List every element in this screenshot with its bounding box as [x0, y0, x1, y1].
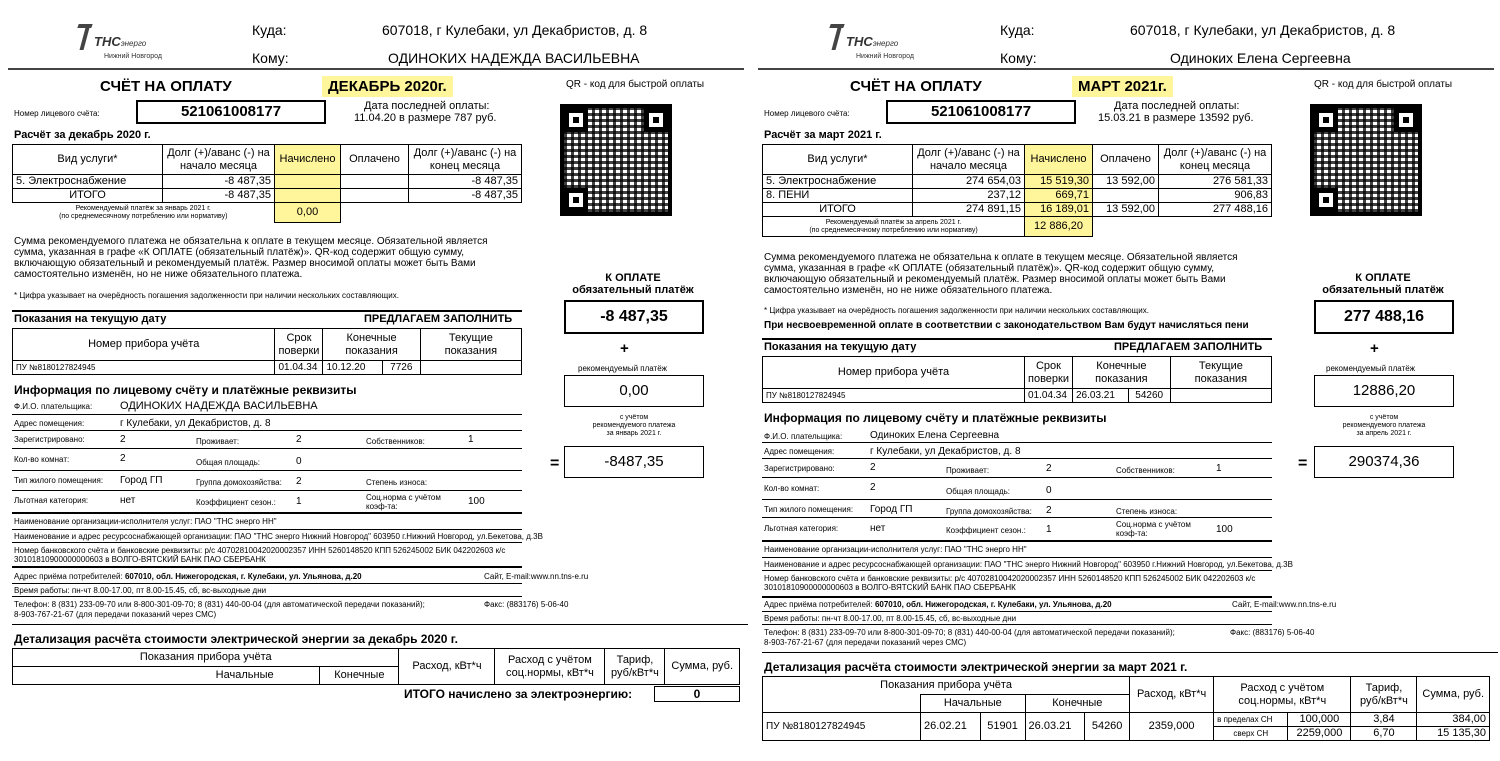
last-payment-label: Дата последней оплаты: — [364, 100, 490, 112]
recommended-pay-label: рекомендуемый платёж — [578, 364, 668, 373]
to-value: 607018, г Кулебаки, ул Декабристов, д. 8 — [1130, 22, 1396, 38]
readings-title: Показания на текущую дату — [14, 313, 167, 325]
col-debt-start: Долг (+)/аванс (-) на начало месяца — [913, 145, 1025, 175]
col-debt-end: Долг (+)/аванс (-) на конец месяца — [1159, 145, 1272, 175]
logo-brand: ТНСэнерго — [94, 34, 147, 49]
pay-label: К ОПЛАТЕ обязательный платёж — [572, 272, 694, 296]
readings-row: ПУ №8180127824945 01.04.34 26.03.21 54260 — [763, 389, 1272, 403]
bank-details: Номер банковского счёта и банковские реквизиты: р/с 40702810042020002357 ИНН 5260148520 КПП 526245002 БИК 042202603 к/с 30101810900000000603 в ВОЛГО-ВЯТСКИЙ БАНК ПАО СБЕРБАНК — [14, 546, 506, 564]
recommended-row: Рекомендуемый платёж за апрель 2021 г. (по среднемесячному потреблению или нормативу) 12 886,20 — [763, 217, 1272, 237]
fax: Факс: (883176) 5-06-40 — [484, 600, 569, 609]
executor-org: Наименование организации-исполнителя услуг: ПАО "ТНС энерго НН" — [14, 517, 277, 526]
site: Сайт, E-mail:www.nn.tns-e.ru — [484, 572, 589, 581]
logo-region: Нижний Новгород — [104, 53, 162, 60]
plus-sign: + — [1370, 340, 1379, 357]
tns-energo-logo — [78, 20, 178, 62]
last-payment-label: Дата последней оплаты: — [1114, 100, 1240, 112]
info-title: Информация по лицевому счёту и платёжные реквизиты — [764, 411, 1107, 425]
late-payment-note: При несвоевременной оплате в соответствии с законодательством Вам будут начисляться пени — [764, 320, 1249, 331]
calc-title: Расчёт за март 2021 г. — [764, 129, 882, 141]
detail-table: Показания прибора учёта Расход, кВт*ч Расход с учётом соц.нормы, кВт*ч Тариф, руб/кВт*ч Сумма, руб. Начальные Конечные ПУ №8180127824945 26.02.21 51901 26.03.21 54260 2359,000 в пределах СН 100,000 3,84 384,00 сверх СН 2259,000 6,70 15 135,30 — [762, 676, 1490, 741]
table-row-total: ИТОГО 274 891,15 16 189,01 13 592,00 277 488,16 — [763, 203, 1272, 217]
bill-december-2020: ТНСэнерго Нижний Новгород Куда: 607018, г Кулебаки, ул Декабристов, д. 8 Кому: ОДИНОКИХ НАДЕЖДА ВАСИЛЬЕВНА СЧЁТ НА ОПЛАТУ ДЕКАБРЬ 2020г. QR - код для быстрой оплаты Номер лицевого счёта: 521061008177 Дата последней оплаты: 11.04.20 в размере 787 руб. Расчёт за декабрь 2020 г. Вид услуги* Долг (+)/аванс (-) на начало месяца Начислено Оплачено Долг (+)/аванс (-) на конец месяца 5. Электроснабжение -8 487,35 -8 487,35 ИТОГО -8 487,35 -8 487,35 Рекомендуемый платёж за январь 2021 г. (по среднемесячному потреблению или нормативу) 0,00 Сумма рекомендуемого платежа не обязательна к оплате в текущем месяце. Обязательной является сумма, указанная в графе «К ОПЛАТЕ (обязательный платёж)». QR-код содержит общую сумму, включающую обязательный и рекомендуемый платёж. Размер вносимой оплаты может быть Вами самостоятельно изменён, но не ниже обязательного платежа. * Цифра указывает на очерёдность погашения задолженности при наличии нескольких составляющих. К ОПЛАТЕ обязательный платёж -8 487,35 + рекомендуемый платёж 0,00 с учётом рекомендуемого платежа за январь 2021 г. = -8487,35 Показания на текущую дату ПРЕДЛАГАЕМ ЗАПОЛНИТЬ Номер прибора учёта Срок поверки Конечные показания Текущие показания ПУ №8180127824945 01.04.34 10.12.20 7726 Информация по лицевому счёту и платёжные реквизиты Ф.И.О. плательщика: ОДИНОКИХ НАДЕЖДА ВАСИЛЬЕВНА Адрес помещения: г Кулебаки, ул Декабристов, д. 8 Зарегистрировано: 2 Проживает: 2 Собственников: 1 Кол-во комнат: 2 Общая площадь: 0 Тип жилого помещения: Город ГП Группа домохозяйства: 2 Степень износа: Льготная категория: нет Коэффициент сезон.: 1 Соц.норма с учётом коэф-та: 100 Наименование организации-исполнителя услуг: ПАО "ТНС энерго НН" Наименование и адрес ресурсоснабжающей организации: ПАО "ТНС энерго Нижний Новгород" 603950 г.Нижний Новгород, ул.Бекетова, д.3В Номер банковского счёта и банковские реквизиты: р/с 40702810042020002357 ИНН 5260148520 КПП 526245002 БИК 042202603 к/с 30101810900000000603 в ВОЛГО-ВЯТСКИЙ БАНК ПАО СБЕРБАНК Адрес приёма потребителей: 607010, обл. Нижегородская, г. Кулебаки, ул. Ульянова, д.20 Сайт, E-mail:www.nn.tns-e.ru Время работы: пн-чт 8.00-17.00, пт 8.00-15.45, сб, вс-выходные дни Телефон: 8 (831) 233-09-70 или 8-800-301-09-70; 8 (831) 440-00-04 (для автоматической передачи показаний); Факс: (883176) 5-06-40 8-903-767-21-67 (для передачи показаний через СМС) Детализация расчёта стоимости электрической энергии за декабрь 2020 г. Показания прибора учёта Расход, кВт*ч Расход с учётом соц.нормы, кВт*ч Тариф, руб/кВт*ч Сумма, руб. Начальные Конечные ИТОГО начислено за электроэнергию: 0 — [0, 0, 748, 761]
account-number: 521061008177 — [136, 100, 326, 124]
col-charged: Начислено — [1025, 145, 1093, 175]
charges-table — [762, 144, 1272, 237]
detail-table: Показания прибора учёта Расход, кВт*ч Расход с учётом соц.нормы, кВт*ч Тариф, руб/кВт*ч Сумма, руб. Начальные Конечные — [12, 648, 740, 685]
payer-name: ОДИНОКИХ НАДЕЖДА ВАСИЛЬЕВНА — [120, 400, 318, 412]
readings-table: Номер прибора учёта Срок поверки Конечные показания Текущие показания ПУ №8180127824945 01.04.34 10.12.20 7726 — [12, 328, 522, 375]
payment-note: Сумма рекомендуемого платежа не обязательна к оплате в текущем месяце. Обязательной является сумма, указанная в графе «К ОПЛАТЕ (обязательный платёж)». QR-код содержит общую сумму, включающую обязательный и рекомендуемый платёж. Размер вносимой оплаты может быть Вами самостоятельно изменён, но не ниже обязательного платежа. — [14, 236, 488, 280]
qr-label: QR - код для быстрой оплаты — [1314, 79, 1453, 90]
bill-title: СЧЁТ НА ОПЛАТУ — [100, 78, 232, 95]
premises-address: г Кулебаки, ул Декабристов, д. 8 — [120, 418, 271, 429]
supplier-org: Наименование и адрес ресурсоснабжающей организации: ПАО "ТНС энерго Нижний Новгород" 603950 г.Нижний Новгород, ул.Бекетова, д.3В — [764, 560, 1293, 569]
readings-title: Показания на текущую дату — [764, 341, 917, 353]
footnote: * Цифра указывает на очерёдность погашения задолженности при наличии нескольких составляющих. — [764, 306, 1149, 315]
current-reading-input[interactable] — [1170, 389, 1271, 403]
phones: Телефон: 8 (831) 233-09-70 или 8-800-301-09-70; 8 (831) 440-00-04 (для автоматической передачи показаний); — [764, 628, 1175, 637]
qr-code[interactable] — [1310, 104, 1422, 216]
recommended-value: 0,00 — [275, 203, 341, 223]
phones: Телефон: 8 (831) 233-09-70 или 8-800-301-09-70; 8 (831) 440-00-04 (для автоматической передачи показаний); — [14, 600, 425, 609]
detail-total-label: ИТОГО начислено за электроэнергию: — [404, 687, 633, 701]
bill-march-2021: ТНСэнерго Нижний Новгород Куда: 607018, г Кулебаки, ул Декабристов, д. 8 Кому: Одиноких Елена Сергеевна СЧЁТ НА ОПЛАТУ МАРТ 2021г. QR - код для быстрой оплаты Номер лицевого счёта: 521061008177 Дата последней оплаты: 15.03.21 в размере 13592 руб. Расчёт за март 2021 г. Вид услуги* Долг (+)/аванс (-) на начало месяца Начислено Оплачено Долг (+)/аванс (-) на конец месяца 5. Электроснабжение 274 654,03 15 519,30 13 592,00 276 581,33 8. ПЕНИ 237,12 669,71 906,83 ИТОГО 274 891,15 16 189,01 13 592,00 277 488,16 Рекомендуемый платёж за апрель 2021 г. (по среднемесячному потреблению или нормативу) 12 886,20 Сумма рекомендуемого платежа не обязательна к оплате в текущем месяце. Обязательной является сумма, указанная в графе «К ОПЛАТЕ (обязательный платёж)». QR-код содержит общую сумму, включающую обязательный и рекомендуемый платёж. Размер вносимой оплаты может быть Вами самостоятельно изменён, но не ниже обязательного платежа. * Цифра указывает на очерёдность погашения задолженности при наличии нескольких составляющих. При несвоевременной оплате в соответствии с законодательством Вам будут начисляться пени К ОПЛАТЕ обязательный платёж 277 488,16 + рекомендуемый платёж 12886,20 с учётом рекомендуемого платежа за апрель 2021 г. = 290374,36 Показания на текущую дату ПРЕДЛАГАЕМ ЗАПОЛНИТЬ Номер прибора учёта Срок поверки Конечные показания Текущие показания ПУ №8180127824945 01.04.34 26.03.21 54260 Информация по лицевому счёту и платёжные реквизиты Ф.И.О. плательщика: Одиноких Елена Сергеевна Адрес помещения: г Кулебаки, ул Декабристов, д. 8 Зарегистрировано: 2 Проживает: 2 Собственников: 1 Кол-во комнат: 2 Общая площадь: 0 Тип жилого помещения: Город ГП Группа домохозяйства: 2 Степень износа: Льготная категория: нет Коэффициент сезон.: 1 Соц.норма с учётом коэф-та: 100 Наименование организации-исполнителя услуг: ПАО "ТНС энерго НН" Наименование и адрес ресурсоснабжающей организации: ПАО "ТНС энерго Нижний Новгород" 603950 г.Нижний Новгород, ул.Бекетова, д.3В Номер банковского счёта и банковские реквизиты: р/с 40702810042020002357 ИНН 5260148520 КПП 526245002 БИК 042202603 к/с 30101810900000000603 в ВОЛГО-ВЯТСКИЙ БАНК ПАО СБЕРБАНК Адрес приёма потребителей: 607010, обл. Нижегородская, г. Кулебаки, ул. Ульянова, д.20 Сайт, E-mail:www.nn.tns-e.ru Время работы: пн-чт 8.00-17.00, пт 8.00-15.45, сб, вс-выходные дни Телефон: 8 (831) 233-09-70 или 8-800-301-09-70; 8 (831) 440-00-04 (для автоматической передачи показаний); Факс: (883176) 5-06-40 8-903-767-21-67 (для передачи показаний через СМС) Детализация расчёта стоимости электрической энергии за март 2021 г. Показания прибора учёта Расход, кВт*ч Расход с учётом соц.нормы, кВт*ч Тариф, руб/кВт*ч Сумма, руб. Начальные Конечные ПУ №8180127824945 26.02.21 51901 26.03.21 54260 2359,000 в пределах СН 100,000 3,84 384,00 сверх СН 2259,000 6,70 15 135,30 — [752, 0, 1500, 761]
pay-label: К ОПЛАТЕ обязательный платёж — [1322, 272, 1444, 296]
account-number: 521061008177 — [886, 100, 1076, 124]
info-title: Информация по лицевому счёту и платёжные реквизиты — [14, 383, 357, 397]
bill-month: ДЕКАБРЬ 2020г. — [322, 76, 453, 97]
total-with-recommended: 290374,36 — [1314, 446, 1454, 478]
site: Сайт, E-mail:www.nn.tns-e.ru — [1232, 600, 1337, 609]
readings-suggest: ПРЕДЛАГАЕМ ЗАПОЛНИТЬ — [1114, 341, 1263, 353]
table-row: 5. Электроснабжение -8 487,35 -8 487,35 — [13, 175, 522, 189]
whom-label: Кому: — [252, 50, 289, 66]
readings-suggest: ПРЕДЛАГАЕМ ЗАПОЛНИТЬ — [364, 313, 513, 325]
reception-address: 607010, обл. Нижегородская, г. Кулебаки, ул. Ульянова, д.20 — [874, 600, 1112, 609]
recommended-pay-value: 12886,20 — [1314, 375, 1454, 407]
calc-title: Расчёт за декабрь 2020 г. — [14, 129, 151, 141]
bank-details: Номер банковского счёта и банковские реквизиты: р/с 40702810042020002357 ИНН 5260148520 КПП 526245002 БИК 042202603 к/с 30101810900000000603 в ВОЛГО-ВЯТСКИЙ БАНК ПАО СБЕРБАНК — [764, 574, 1256, 592]
whom-value: Одиноких Елена Сергеевна — [1170, 50, 1351, 66]
col-debt-end: Долг (+)/аванс (-) на конец месяца — [409, 145, 522, 175]
logo-mark-icon — [830, 22, 844, 52]
with-recommended-label: с учётом рекомендуемого платежа за январь 2021 г. — [592, 414, 676, 437]
pay-value: -8 487,35 — [564, 300, 704, 334]
bill-month: МАРТ 2021г. — [1072, 76, 1173, 97]
premises-address: г Кулебаки, ул Декабристов, д. 8 — [870, 446, 1021, 457]
col-service: Вид услуги* — [763, 145, 913, 175]
recommended-pay-value: 0,00 — [564, 375, 704, 407]
logo-region: Нижний Новгород — [856, 53, 914, 60]
table-row: 8. ПЕНИ 237,12 669,71 906,83 — [763, 189, 1272, 203]
header-divider — [758, 68, 1494, 70]
recommended-value: 12 886,20 — [1025, 217, 1093, 237]
payer-name: Одиноких Елена Сергеевна — [870, 430, 1000, 441]
col-debt-start: Долг (+)/аванс (-) на начало месяца — [163, 145, 275, 175]
equals-sign: = — [550, 455, 560, 472]
plus-sign: + — [620, 340, 629, 357]
tns-energo-logo — [830, 20, 930, 62]
col-paid: Оплачено — [341, 145, 409, 175]
readings-row: ПУ №8180127824945 01.04.34 10.12.20 7726 — [13, 361, 522, 375]
total-with-recommended: -8487,35 — [564, 446, 704, 478]
logo-brand: ТНСэнерго — [846, 34, 899, 49]
reception-address: 607010, обл. Нижегородская, г. Кулебаки, ул. Ульянова, д.20 — [124, 572, 362, 581]
pay-value: 277 488,16 — [1314, 300, 1454, 334]
whom-value: ОДИНОКИХ НАДЕЖДА ВАСИЛЬЕВНА — [388, 50, 640, 66]
to-label: Куда: — [252, 22, 287, 38]
supplier-org: Наименование и адрес ресурсоснабжающей организации: ПАО "ТНС энерго Нижний Новгород" 603950 г.Нижний Новгород, ул.Бекетова, д.3В — [14, 532, 543, 541]
sms: 8-903-767-21-67 (для передачи показаний через СМС) — [764, 638, 967, 647]
bill-title: СЧЁТ НА ОПЛАТУ — [850, 78, 982, 95]
table-row: 5. Электроснабжение 274 654,03 15 519,30 13 592,00 276 581,33 — [763, 175, 1272, 189]
working-hours: Время работы: пн-чт 8.00-17.00, пт 8.00-15.45, сб, вс-выходные дни — [764, 614, 1017, 623]
working-hours: Время работы: пн-чт 8.00-17.00, пт 8.00-15.45, сб, вс-выходные дни — [14, 586, 267, 595]
charges-table — [12, 144, 522, 223]
fax: Факс: (883176) 5-06-40 — [1230, 628, 1315, 637]
account-label: Номер лицевого счёта: — [14, 109, 100, 118]
col-paid: Оплачено — [1093, 145, 1159, 175]
detail-title: Детализация расчёта стоимости электрической энергии за декабрь 2020 г. — [14, 632, 458, 646]
readings-table: Номер прибора учёта Срок поверки Конечные показания Текущие показания ПУ №8180127824945 01.04.34 26.03.21 54260 — [762, 356, 1272, 403]
qr-label: QR - код для быстрой оплаты — [566, 79, 705, 90]
header-divider — [8, 68, 744, 70]
table-row-total: ИТОГО -8 487,35 -8 487,35 — [13, 189, 522, 203]
detail-title: Детализация расчёта стоимости электрической энергии за март 2021 г. — [764, 660, 1188, 674]
col-charged: Начислено — [275, 145, 341, 175]
with-recommended-label: с учётом рекомендуемого платежа за апрель 2021 г. — [1342, 414, 1426, 437]
equals-sign: = — [1298, 455, 1308, 472]
recommended-pay-label: рекомендуемый платёж — [1326, 364, 1416, 373]
detail-total-value: 0 — [654, 686, 740, 702]
last-payment-value: 15.03.21 в размере 13592 руб. — [1098, 112, 1254, 124]
current-reading-input[interactable] — [420, 361, 521, 375]
col-service: Вид услуги* — [13, 145, 163, 175]
last-payment-value: 11.04.20 в размере 787 руб. — [354, 112, 497, 124]
recommended-row: Рекомендуемый платёж за январь 2021 г. (по среднемесячному потреблению или нормативу) 0,00 — [13, 203, 522, 223]
sms: 8-903-767-21-67 (для передачи показаний через СМС) — [14, 610, 217, 619]
whom-label: Кому: — [1000, 50, 1037, 66]
logo-mark-icon — [78, 22, 92, 52]
payment-note: Сумма рекомендуемого платежа не обязательна к оплате в текущем месяце. Обязательной является сумма, указанная в графе «К ОПЛАТЕ (обязательный платёж)». QR-код содержит общую сумму, включающую обязательный и рекомендуемый платёж. Размер вносимой оплаты может быть Вами самостоятельно изменён, но не ниже обязательного платежа. — [764, 252, 1238, 296]
qr-code[interactable] — [560, 104, 672, 216]
executor-org: Наименование организации-исполнителя услуг: ПАО "ТНС энерго НН" — [764, 545, 1027, 554]
footnote: * Цифра указывает на очерёдность погашения задолженности при наличии нескольких составляющих. — [14, 291, 399, 300]
detail-row: сверх СН 2259,000 6,70 15 135,30 — [763, 727, 1490, 741]
account-label: Номер лицевого счёта: — [764, 109, 850, 118]
detail-row: ПУ №8180127824945 26.02.21 51901 26.03.21 54260 2359,000 в пределах СН 100,000 3,84 384,00 — [763, 713, 1490, 727]
to-label: Куда: — [1000, 22, 1035, 38]
to-value: 607018, г Кулебаки, ул Декабристов, д. 8 — [382, 22, 648, 38]
